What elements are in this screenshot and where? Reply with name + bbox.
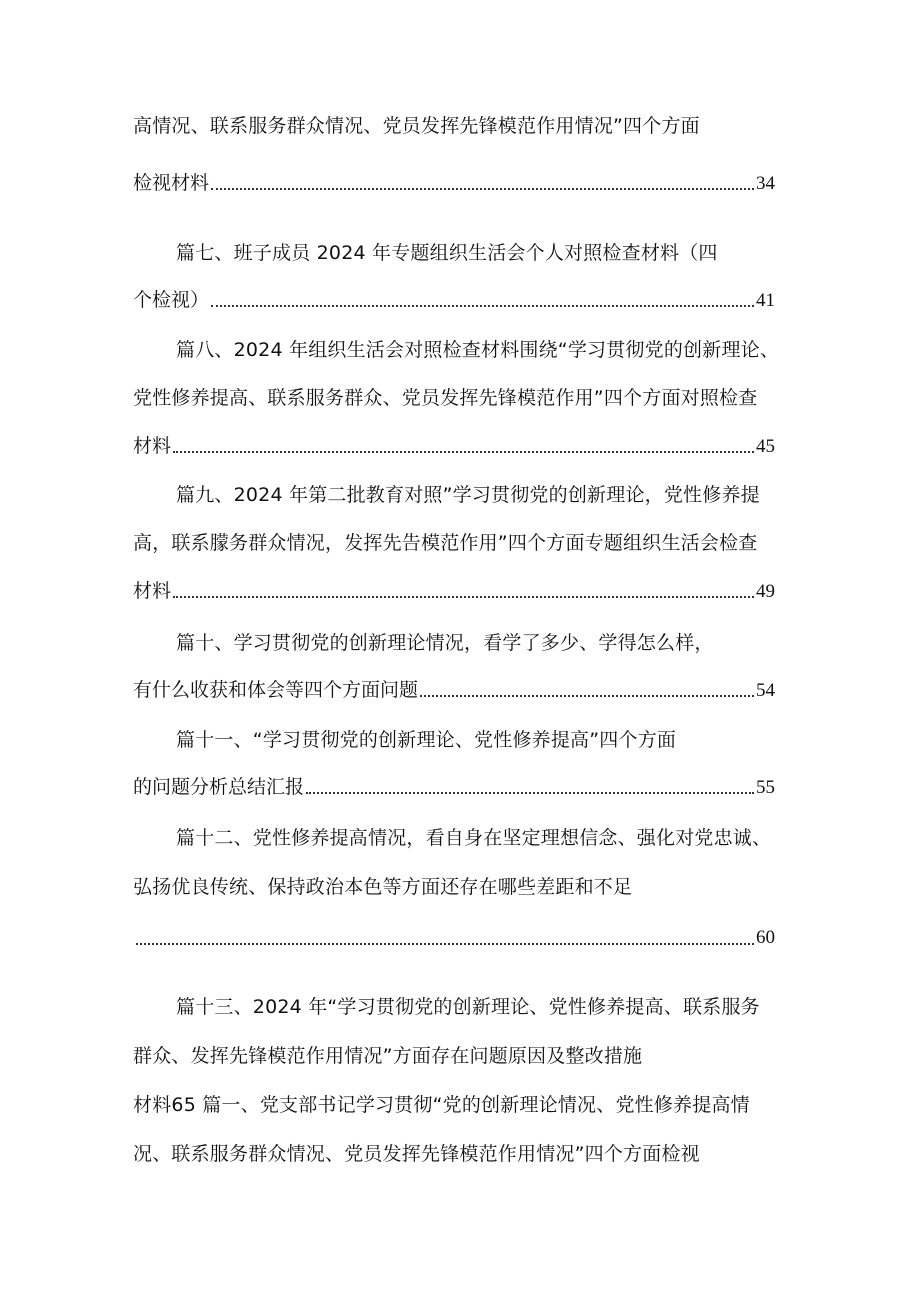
toc-page-number: 55 bbox=[756, 777, 775, 798]
toc-entry-heading: 篇七、班子成员 2024 年专题组织生活会个人对照检查材料（四 bbox=[176, 242, 718, 264]
dot-leader bbox=[211, 187, 754, 190]
dot-leader bbox=[136, 942, 754, 945]
toc-page-number: 34 bbox=[756, 173, 775, 194]
toc-text-line: 高，联系朦务群众情况，发挥先告模范作用”四个方面专题组织生活会检查 bbox=[133, 532, 758, 554]
toc-entry-heading: 篇十三、2024 年“学习贯彻党的创新理论、党性修养提高、联系服务 bbox=[176, 996, 760, 1018]
toc-entry-row[interactable] bbox=[133, 170, 775, 196]
toc-entry-title: 检视材料 bbox=[133, 172, 210, 194]
toc-text-line: 材料65 篇一、党支部书记学习贯彻“党的创新理论情况、党性修养提高情 bbox=[133, 1094, 750, 1116]
toc-page-number: 41 bbox=[756, 290, 775, 311]
toc-entry-heading: 篇八、2024 年组织生活会对照检查材料围绕“学习贯彻党的创新理论、 bbox=[176, 339, 780, 361]
toc-entry-row[interactable] bbox=[133, 287, 775, 313]
toc-page-number: 60 bbox=[756, 927, 775, 948]
toc-entry-title: 材料 bbox=[133, 435, 172, 457]
toc-entry-heading: 篇十一、“学习贯彻党的创新理论、党性修养提高”四个方面 bbox=[176, 729, 677, 751]
toc-entry-title: 有什么收获和体会等四个方面问题 bbox=[133, 679, 419, 701]
toc-text-line: 党性修养提高、联系服务群众、党员发挥先锋模范作用”四个方面对照检查 bbox=[133, 387, 758, 409]
dot-leader bbox=[306, 791, 754, 794]
toc-entry-row[interactable] bbox=[133, 774, 775, 800]
toc-entry-title: 的问题分析总结汇报 bbox=[133, 776, 305, 798]
toc-entry-heading: 篇十、学习贯彻党的创新理论情况，看学了多少、学得怎么样， bbox=[176, 632, 714, 654]
dot-leader bbox=[211, 304, 754, 307]
toc-entry-row[interactable] bbox=[133, 578, 775, 604]
dot-leader bbox=[420, 694, 754, 697]
toc-text-line: 况、联系服务群众情况、党员发挥先锋模范作用情况”四个方面检视 bbox=[133, 1143, 700, 1165]
toc-text-line: 群众、发挥先锋模范作用情况”方面存在问题原因及整改措施 bbox=[133, 1045, 643, 1067]
toc-entry-row[interactable] bbox=[133, 677, 775, 703]
toc-entry-title: 个检视） bbox=[133, 289, 210, 311]
toc-text-line: 弘扬优良传统、保持政治本色等方面还存在哪些差距和不足 bbox=[133, 876, 633, 898]
toc-entry-title: 材料 bbox=[133, 580, 172, 602]
toc-page-number: 49 bbox=[756, 581, 775, 602]
toc-text-line: 高情况、联系服务群众情况、党员发挥先锋模范作用情况”四个方面 bbox=[133, 115, 700, 137]
dot-leader bbox=[173, 450, 754, 453]
toc-entry-heading: 篇九、2024 年第二批教育对照”学习贯彻党的创新理论，党性修养提 bbox=[176, 484, 760, 506]
toc-page-number: 54 bbox=[756, 680, 775, 701]
toc-entry-row[interactable] bbox=[133, 925, 775, 951]
toc-entry-row[interactable] bbox=[133, 433, 775, 459]
dot-leader bbox=[173, 595, 754, 598]
toc-entry-heading: 篇十二、党性修养提高情况，看自身在坚定理想信念、强化对党忠诚、 bbox=[176, 827, 772, 849]
toc-page-number: 45 bbox=[756, 436, 775, 457]
